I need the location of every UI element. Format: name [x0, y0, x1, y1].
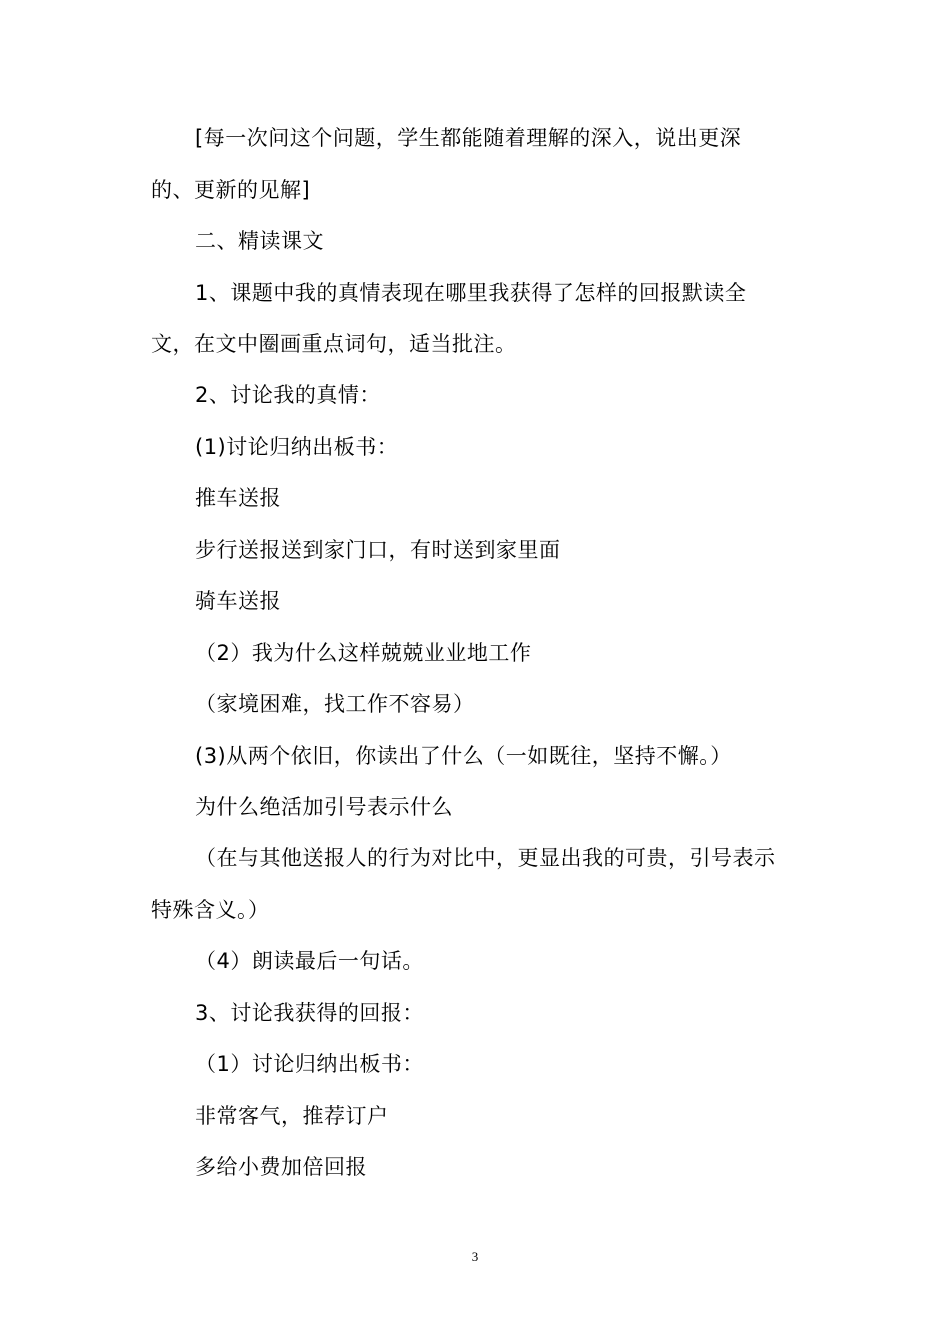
paragraph-line: 的、更新的见解] — [151, 178, 311, 202]
paragraph-line: （1）讨论归纳出板书： — [195, 1052, 424, 1076]
page-number: 3 — [471, 1249, 479, 1264]
list-item: 步行送报送到家门口，有时送到家里面 — [195, 538, 561, 562]
paragraph-line: 特殊含义。） — [151, 898, 270, 922]
paragraph-line: 2、讨论我的真情： — [195, 383, 381, 407]
paragraph-line: 1、课题中我的真情表现在哪里我获得了怎样的回报默读全 — [195, 281, 747, 305]
paragraph-line: （在与其他送报人的行为对比中，更显出我的可贵，引号表示 — [195, 846, 776, 870]
list-item: 非常客气，推荐订户 — [195, 1104, 389, 1128]
paragraph-line: (3)从两个依旧，你读出了什么（一如既往，坚持不懈。） — [195, 744, 732, 768]
paragraph-line: （家境困难，找工作不容易） — [195, 692, 475, 716]
paragraph-line: （2）我为什么这样兢兢业业地工作 — [195, 641, 532, 665]
paragraph-line: 3、讨论我获得的回报： — [195, 1001, 424, 1025]
paragraph-line: [每一次问这个问题，学生都能随着理解的深入，说出更深 — [195, 126, 742, 150]
list-item: 多给小费加倍回报 — [195, 1155, 367, 1179]
paragraph-line: (1)讨论归纳出板书： — [195, 435, 399, 459]
list-item: 骑车送报 — [195, 589, 281, 613]
paragraph-line: 为什么绝活加引号表示什么 — [195, 795, 453, 819]
section-heading: 二、精读课文 — [195, 229, 324, 253]
paragraph-line: （4）朗读最后一句话。 — [195, 949, 424, 973]
list-item: 推车送报 — [195, 486, 281, 510]
paragraph-line: 文，在文中圈画重点词句，适当批注。 — [151, 332, 517, 356]
